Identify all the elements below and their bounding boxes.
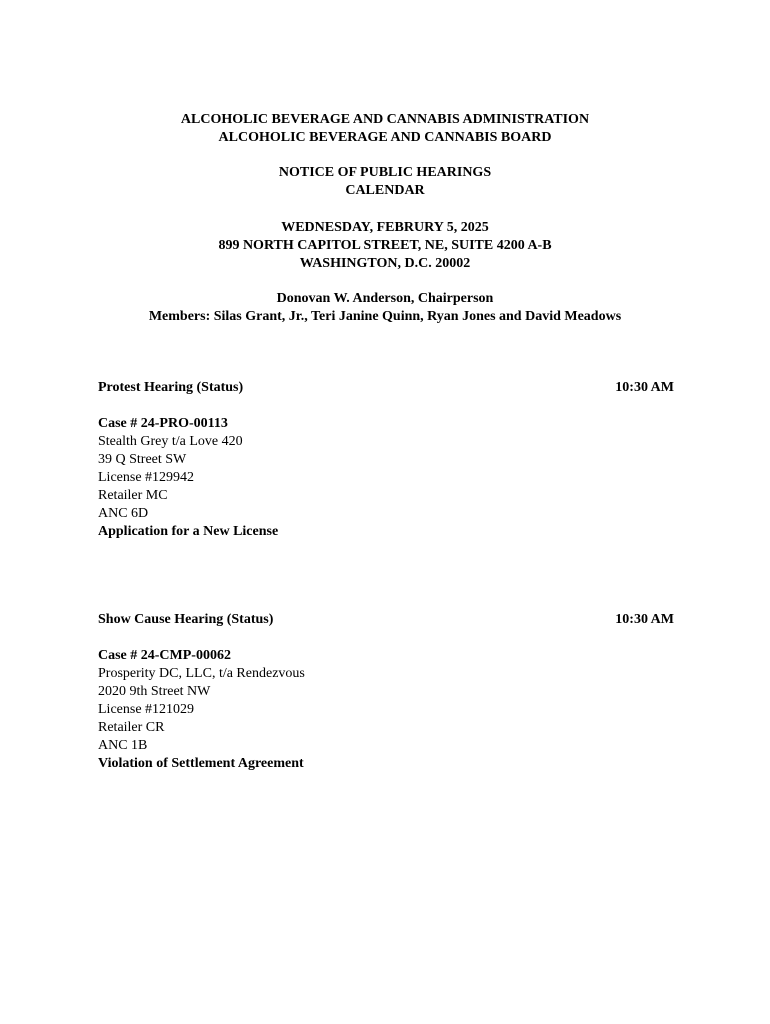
license-type: Retailer MC (98, 488, 168, 503)
establishment-street: 2020 9th Street NW (98, 684, 211, 699)
establishment-name: Prosperity DC, LLC, t/a Rendezvous (98, 666, 305, 681)
case-details (98, 647, 598, 773)
case-matter: Violation of Settlement Agreement (98, 756, 304, 771)
hearing-address: 899 NORTH CAPITOL STREET, NE, SUITE 4200 A-B (218, 238, 552, 253)
hearing-time: 10:30 AM (615, 612, 674, 627)
location-heading (0, 219, 770, 273)
anc-district: ANC 1B (98, 738, 148, 753)
chairperson: Donovan W. Anderson, Chairperson (276, 291, 494, 306)
anc-district: ANC 6D (98, 506, 149, 521)
case-number: Case # 24-CMP-00062 (98, 648, 231, 663)
board-members: Members: Silas Grant, Jr., Teri Janine Quinn, Ryan Jones and David Meadows (148, 309, 622, 324)
establishment-name: Stealth Grey t/a Love 420 (98, 434, 243, 449)
calendar-title: CALENDAR (345, 183, 425, 198)
case-matter: Application for a New License (98, 524, 279, 539)
hearing-title: Protest Hearing (Status) (98, 380, 244, 395)
case-number: Case # 24-PRO-00113 (98, 416, 228, 431)
establishment-street: 39 Q Street SW (98, 452, 187, 467)
case-details (98, 415, 598, 541)
notice-heading (0, 164, 770, 200)
license-type: Retailer CR (98, 720, 165, 735)
license-number: License #121029 (98, 702, 195, 717)
agency-heading (0, 111, 770, 147)
hearing-city: WASHINGTON, D.C. 20002 (299, 256, 471, 271)
notice-title: NOTICE OF PUBLIC HEARINGS (278, 165, 492, 180)
hearing-title: Show Cause Hearing (Status) (98, 612, 274, 627)
hearing-time: 10:30 AM (615, 380, 674, 395)
agency-name: ALCOHOLIC BEVERAGE AND CANNABIS ADMINISTRATION (180, 112, 590, 127)
board-name: ALCOHOLIC BEVERAGE AND CANNABIS BOARD (218, 130, 552, 145)
board-members-heading (0, 290, 770, 326)
hearing-date: WEDNESDAY, FEBRURY 5, 2025 (281, 220, 489, 235)
license-number: License #129942 (98, 470, 195, 485)
